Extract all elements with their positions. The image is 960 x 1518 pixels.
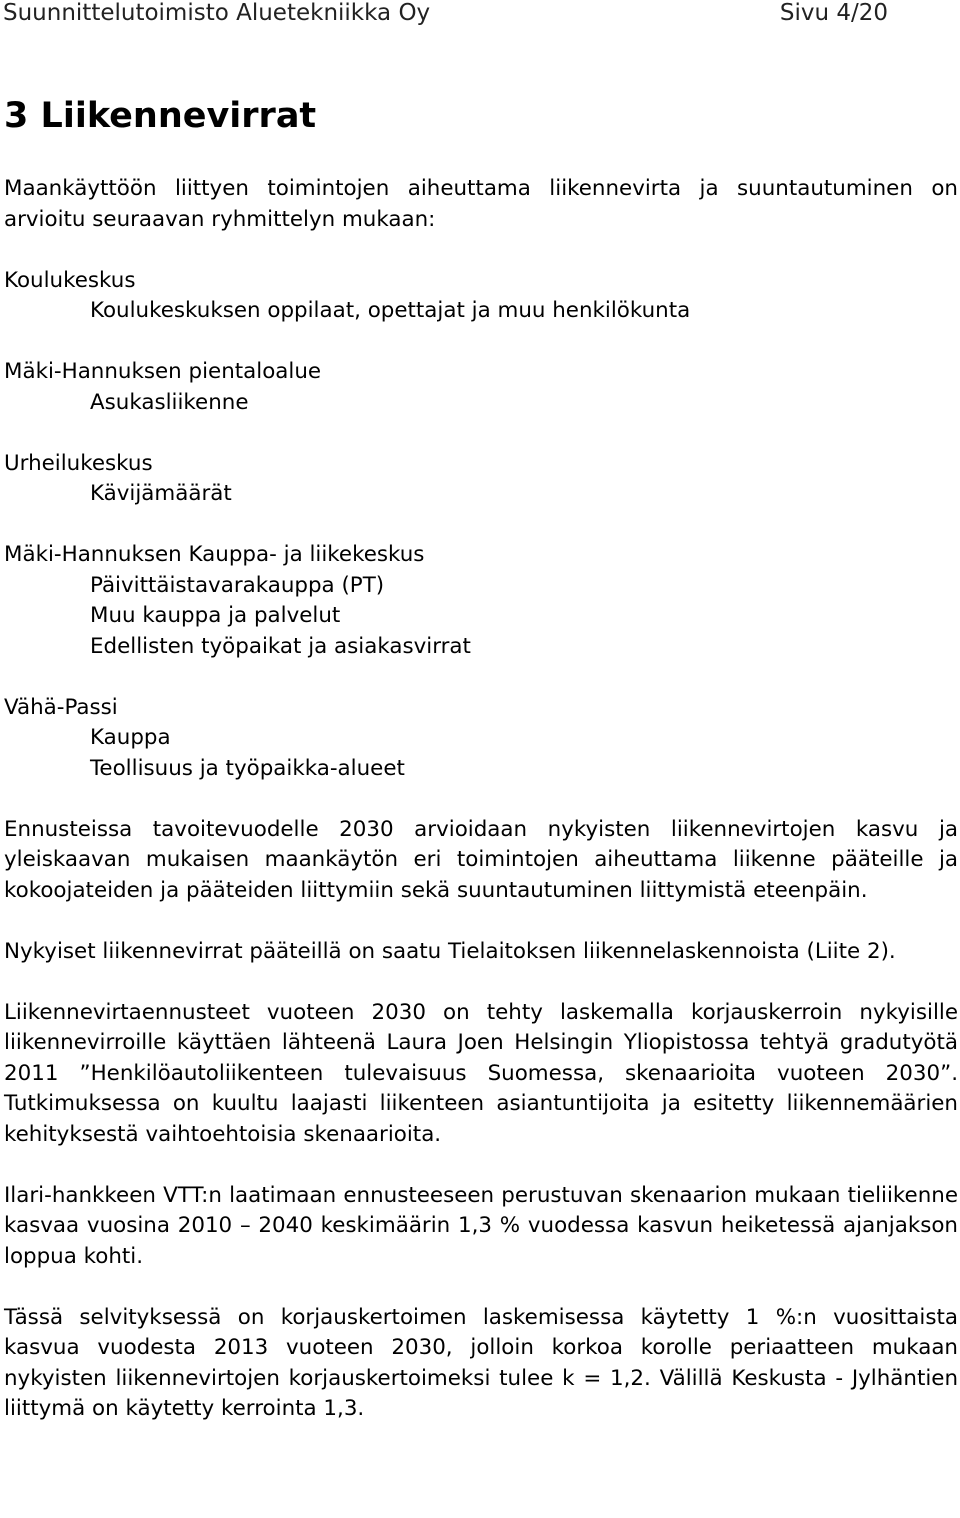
group-title: Urheilukeskus — [4, 450, 153, 476]
company-name: Suunnittelutoimisto Aluetekniikka Oy — [3, 0, 431, 26]
section-title: 3 Liikennevirrat — [4, 96, 317, 136]
paragraph-ilari-scenario: Ilari-hankkeen VTT:n laatimaan ennusteeseen perustuvan skenaarion mukaan tieliikenne kasvaa vuosina 2010 – 2040 keskimäärin 1,3 % vuodessa kasvun heiketessä ajanjakson loppua kohti. — [4, 1182, 958, 1269]
group-item: Edellisten työpaikat ja asiakasvirrat — [90, 633, 471, 659]
group-vaha-passi — [4, 693, 958, 785]
group-urheilukeskus — [4, 449, 958, 510]
group-pientaloalue — [4, 357, 958, 418]
group-title: Koulukeskus — [4, 267, 136, 293]
document-body — [4, 174, 958, 1425]
group-item: Kävijämäärät — [90, 481, 232, 506]
group-title: Mäki-Hannuksen pientaloalue — [4, 359, 322, 384]
intro-paragraph: Maankäyttöön liittyen toimintojen aiheuttama liikennevirta ja suuntautuminen on arvioitu seuraavan ryhmittelyn mukaan: — [4, 176, 958, 232]
group-title: Vähä-Passi — [4, 694, 118, 720]
group-koulukeskus — [4, 266, 958, 327]
paragraph-current-flows: Nykyiset liikennevirrat pääteillä on saatu Tielaitoksen liikennelaskennoista (Liite 2). — [4, 938, 896, 964]
group-item: Asukasliikenne — [90, 389, 249, 415]
group-liikekeskus — [4, 540, 958, 662]
paragraph-forecast: Ennusteissa tavoitevuodelle 2030 arvioidaan nykyisten liikennevirtojen kasvu ja yleiskaavan mukaisen maankäytön eri toimintojen aiheuttama liikenne pääteille ja kokoojateiden ja pääteiden liittymiin sekä suuntautuminen liittymistä eteenpäin. — [4, 816, 958, 903]
group-item: Teollisuus ja työpaikka-alueet — [90, 755, 405, 781]
group-item: Päivittäistavarakauppa (PT) — [90, 572, 385, 598]
group-title: Mäki-Hannuksen Kauppa- ja liikekeskus — [4, 542, 425, 567]
page-number: Sivu 4/20 — [779, 0, 888, 26]
group-item: Muu kauppa ja palvelut — [90, 603, 341, 628]
grouping-list — [4, 266, 958, 785]
paragraph-correction-factor: Liikennevirtaennusteet vuoteen 2030 on tehty laskemalla korjauskerroin nykyisille liikennevirroille käyttäen lähteenä Laura Joen Helsingin Yliopistossa tehtyä gradutyötä 2011 ”Henkilöautoliikenteen tulevaisuus Suomessa, skenaarioita vuoteen 2030”. Tutkimuksessa on kuultu laajasti liikenteen asiantuntijoita ja esitetty liikennemäärien kehityksestä vaihtoehtoisia skenaarioita. — [4, 999, 958, 1147]
page-header — [0, 0, 888, 28]
group-item: Koulukeskuksen oppilaat, opettajat ja muu henkilökunta — [90, 298, 691, 323]
paragraph-growth-rate: Tässä selvityksessä on korjauskertoimen laskemisessa käytetty 1 %:n vuosittaista kasvua vuodesta 2013 vuoteen 2030, jolloin korkoa korolle periaatteen mukaan nykyisten liikennevirtojen korjauskertoimeksi tulee k = 1,2. Välillä Keskusta - Jylhäntien liittymä on käytetty kerrointa 1,3. — [4, 1304, 958, 1421]
group-item: Kauppa — [90, 725, 171, 750]
